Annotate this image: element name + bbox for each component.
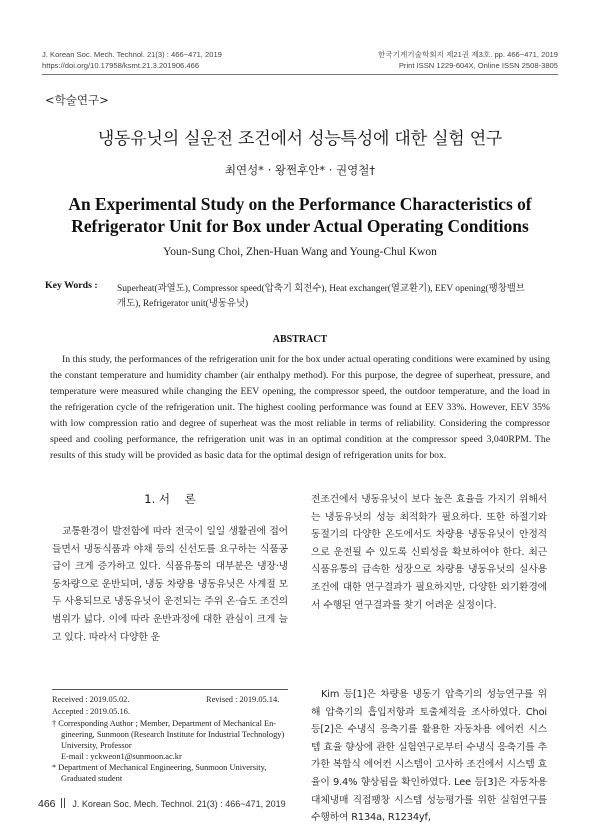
corresponding-author-line-2: gineering, Sunmoon (Research Institute for Industrial Technology)	[61, 730, 285, 739]
keywords-line-2: 개도), Refrigerator unit(냉동유닛)	[117, 299, 249, 309]
intro-right-paragraph-2: Kim 등[1]은 차량용 냉동기 압축기의 성능연구를 위해 압축기의 흡입저항과 토출체적을 조사하였다. Choi 등[2]은 수냉식 응축기를 활용한 자동차용 에어컨 시스템 효율 향상에 관한 실험연구로부터 수냉식 응축기를 추가한 복합식 에어컨 시스템이 고사하 조건에서 시스템 효율이 9.4% 향상됨을 확인하였다. Lee 등[3]은 자동차용 대체냉매 직접팽창 시스템 성능평가를 위한 실험연구를 수행하여 R134a, R1234yf,	[311, 689, 547, 824]
corresponding-author-line-1: † Corresponding Author ; Member, Department of Mechanical En-	[52, 719, 277, 728]
revised-date: Revised : 2019.05.14.	[206, 695, 280, 704]
keywords-label: Key Words :	[45, 280, 98, 291]
abstract-text: In this study, the performances of the refrigeration unit for the box under actual operating conditions were examined by using the constant temperature and humidity chamber (air enthalpy method). For this purpose, the degree of superheat, pressure, and temperature were measured while changing the EEV opening, the compressor speed, the outdoor temperature, and the load in the refrigeration cycle of the refrigeration unit. The highest cooling performance was found at EEV 33%. However, EEV 35% with low compression ratio and degree of superheat was the most reliable in terms of reliability. Considering the compressor speed and cooling performance, the refrigeration unit was in an optimal condition at the compressor speed 3,040RPM. The results of this study will be provided as basic data for the optimal design of refrigeration units for box.	[50, 354, 550, 461]
korean-title: 냉동유닛의 실운전 조건에서 성능특성에 대한 실험 연구	[97, 129, 503, 149]
accepted-date: Accepted : 2019.05.16.	[52, 707, 130, 716]
abstract-heading: ABSTRACT	[272, 334, 328, 345]
department-footnote-line-1: * Department of Mechanical Engineering, Sunmoon University,	[52, 763, 267, 772]
korean-authors: 최연성* · 왕쩐후안* · 권영철†	[224, 163, 376, 177]
footer-separator	[61, 798, 62, 808]
header-rule	[42, 74, 558, 75]
doi-link[interactable]: https://doi.org/10.17958/ksmt.21.3.201906.466	[42, 61, 200, 70]
footer-separator-2	[64, 798, 65, 808]
footnote-rule	[52, 689, 288, 690]
journal-citation: J. Korean Soc. Mech. Technol. 21(3) : 466~471, 2019	[42, 50, 222, 59]
korean-journal-citation: 한국기계기술학회지 제21권 제3호. pp. 466~471, 2019	[377, 50, 558, 59]
intro-left-paragraph: 교통환경이 발전함에 따라 전국이 일일 생활권에 접어들면서 냉동식품과 야채 등의 신선도를 요구하는 식품공급이 크게 증가하고 있다. 식품유통의 대부분은 냉장·냉동차량으로 운반되며, 냉동 차량용 냉동유닛은 사계절 모두 사용되므로 냉동유닛이 운전되는 주위 온·습도 조건의 범위가 넓다. 이에 따라 운반과정에 대한 관심이 크게 늘고 있다. 따라서 다양한 운	[52, 526, 288, 643]
corresponding-author-line-3: University, Professor	[61, 741, 132, 750]
section-heading-introduction: 1. 서 론	[144, 492, 196, 506]
english-title-line-1: An Experimental Study on the Performance Characteristics of	[68, 194, 532, 214]
english-authors: Youn-Sung Choi, Zhen-Huan Wang and Young-Chul Kwon	[163, 246, 437, 258]
article-category: <학술연구>	[45, 93, 109, 107]
department-footnote-line-2: Graduated student	[61, 774, 123, 783]
english-title-line-2: Refrigerator Unit for Box under Actual Operating Conditions	[71, 216, 529, 236]
issn-line: Print ISSN 1229-604X, Online ISSN 2508-3805	[398, 61, 558, 70]
intro-right-paragraph-1: 전조건에서 냉동유닛이 보다 높은 효율을 가지기 위해서는 냉동유닛의 성능 최적화가 필요하다. 또한 하절기와 동절기의 다양한 온도에서도 차량용 냉동유닛이 안정적으로 운전될 수 있도록 신뢰성을 확보하여야 한다. 최근 식품유통의 급속한 성장으로 차량용 냉동유닛의 실사용 조건에 대한 연구결과가 필요하지만, 다양한 외기환경에서 수행된 연구결과를 찾기 어려운 실정이다.	[311, 494, 547, 611]
received-date: Received : 2019.05.02.	[52, 695, 130, 704]
keywords-line-1: Superheat(과열도), Compressor speed(압축기 회전수), Heat exchanger(열교환기), EEV opening(팽창밸브	[117, 284, 525, 294]
author-email[interactable]: E-mail : yckweon1@sunmoon.ac.kr	[61, 752, 182, 761]
footer-journal-citation: J. Korean Soc. Mech. Technol. 21(3) : 466~471, 2019	[72, 799, 286, 809]
page-number: 466	[38, 798, 56, 810]
